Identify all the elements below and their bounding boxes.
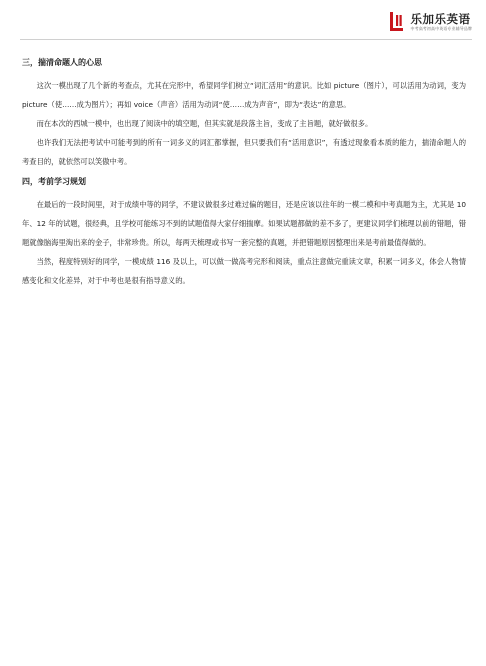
- paragraph: 也许我们无法把考试中可能考到的所有一词多义的词汇都掌握，但只要我们有“活用意识”，有透过现象看本质的能力，揣清命题人的考查目的，就依然可以笑傲中考。: [22, 138, 466, 166]
- document-body: [22, 56, 466, 290]
- header-divider: [20, 39, 472, 40]
- logo-name: 乐加乐英语: [410, 11, 471, 26]
- logo-text: [411, 13, 473, 32]
- paragraph: 这次一模出现了几个新的考查点，尤其在完形中，希望同学们树立“词汇活用”的意识。比如 picture（图片），可以活用为动词，变为 picture（使……成为图片）；再如 voice（声音）活用为动词“使……成为声音”，即为“表达”的意思。: [22, 81, 466, 109]
- brand-logo: [389, 9, 473, 35]
- paragraph: 当然，程度特别好的同学，一模成绩 116 及以上，可以做一做高考完形和阅读，重点注意做完重读文章，积累一词多义，体会人物情感变化和文化差异，对于中考也是很有指导意义的。: [22, 257, 466, 285]
- logo-tagline: 中考高考初高中英语专业辅导品牌: [410, 25, 472, 31]
- paragraph: 而在本次的西城一模中，也出现了阅读中的填空题，但其实就是段落主旨，变成了主旨题，就好做很多。: [36, 119, 373, 128]
- paragraph: 在最后的一段时间里，对于成绩中等的同学，不建议做很多过难过偏的题目，还是应该以往年的一模二模和中考真题为主，尤其是 10 年、12 年的试题，很经典，且学校可能练习不到的试题值得大家仔细揣摩。如果试题都做的差不多了，更建议同学们梳理以前的错题，错题就像脑海里淘出来的金子，非常珍贵。所以，每两天梳理或书写一套完整的真题，并把错题原因整理出来是考前最值得做的。: [22, 200, 466, 247]
- logo-icon: [389, 11, 407, 33]
- section-heading: 四，考前学习规划: [22, 177, 86, 186]
- logo-mark-svg: [389, 11, 407, 33]
- section-heading: 三，揣清命题人的心思: [22, 58, 102, 67]
